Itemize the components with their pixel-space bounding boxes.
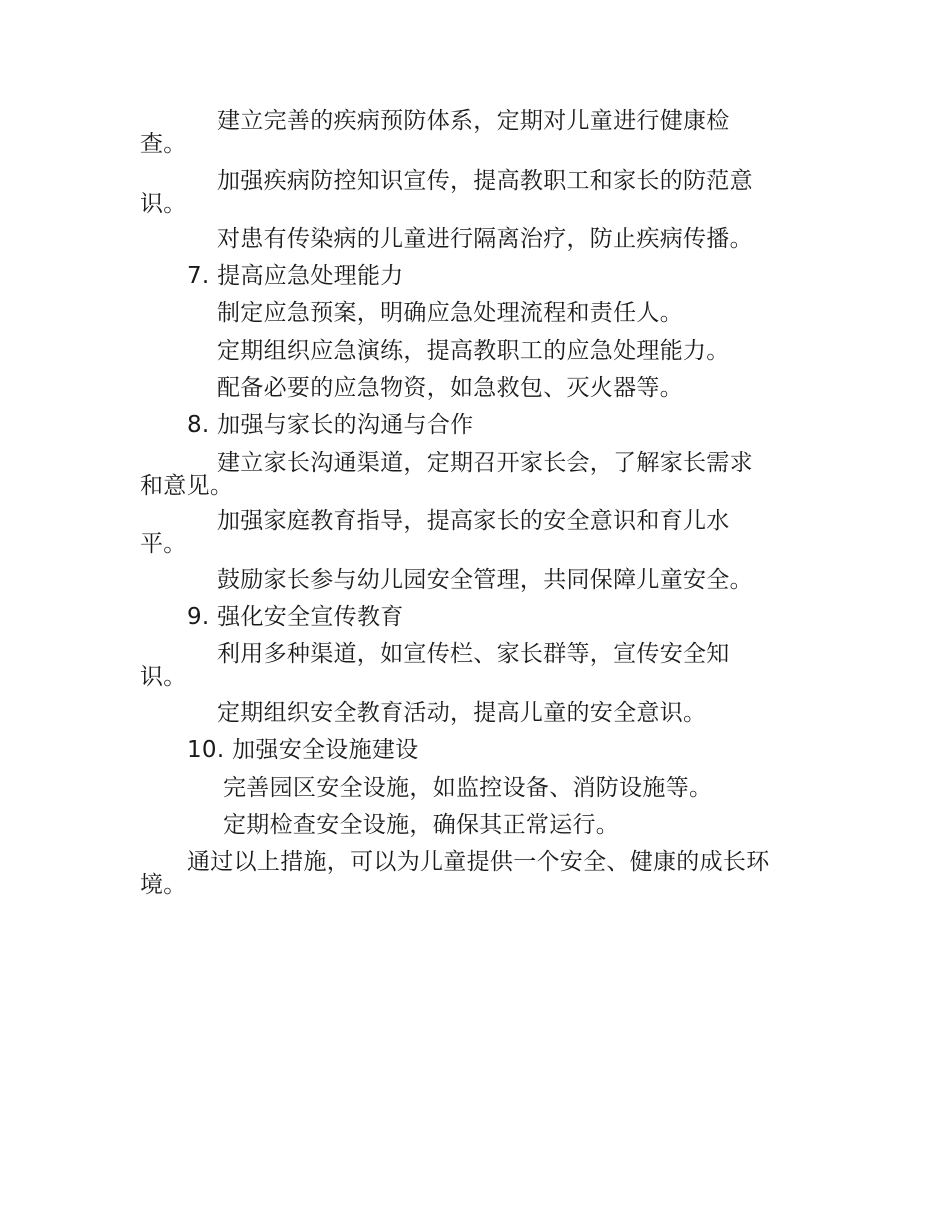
paragraph-line: 加强疾病防控知识宣传，提高教职工和家长的防范意 [217,168,753,194]
section-heading: 7. 提高应急处理能力 [187,263,404,289]
paragraph-line: 平。 [140,531,187,557]
paragraph-line: 建立完善的疾病预防体系，定期对儿童进行健康检 [217,108,730,134]
paragraph-line: 查。 [140,131,187,157]
paragraph-line: 识。 [140,664,187,690]
paragraph-line: 利用多种渠道，如宣传栏、家长群等，宣传安全知 [217,641,730,667]
paragraph-line: 识。 [140,191,187,217]
paragraph-line: 完善园区安全设施，如监控设备、消防设施等。 [223,775,713,801]
paragraph-line: 鼓励家长参与幼儿园安全管理，共同保障儿童安全。 [217,567,753,593]
paragraph-line: 定期组织应急演练，提高教职工的应急处理能力。 [217,338,730,364]
section-heading: 10. 加强安全设施建设 [187,737,419,763]
conclusion-line: 通过以上措施，可以为儿童提供一个安全、健康的成长环 [187,849,770,875]
paragraph-line: 配备必要的应急物资，如急救包、灭火器等。 [217,375,683,401]
paragraph-line: 定期组织安全教育活动，提高儿童的安全意识。 [217,700,707,726]
section-heading: 8. 加强与家长的沟通与合作 [187,412,474,438]
paragraph-line: 对患有传染病的儿童进行隔离治疗，防止疾病传播。 [217,226,753,252]
paragraph-line: 定期检查安全设施，确保其正常运行。 [223,812,620,838]
conclusion-line: 境。 [140,872,187,898]
section-heading: 9. 强化安全宣传教育 [187,604,404,630]
paragraph-line: 加强家庭教育指导，提高家长的安全意识和育儿水 [217,508,730,534]
paragraph-line: 制定应急预案，明确应急处理流程和责任人。 [217,300,683,326]
paragraph-line: 和意见。 [140,473,234,499]
paragraph-line: 建立家长沟通渠道，定期召开家长会，了解家长需求 [217,450,753,476]
